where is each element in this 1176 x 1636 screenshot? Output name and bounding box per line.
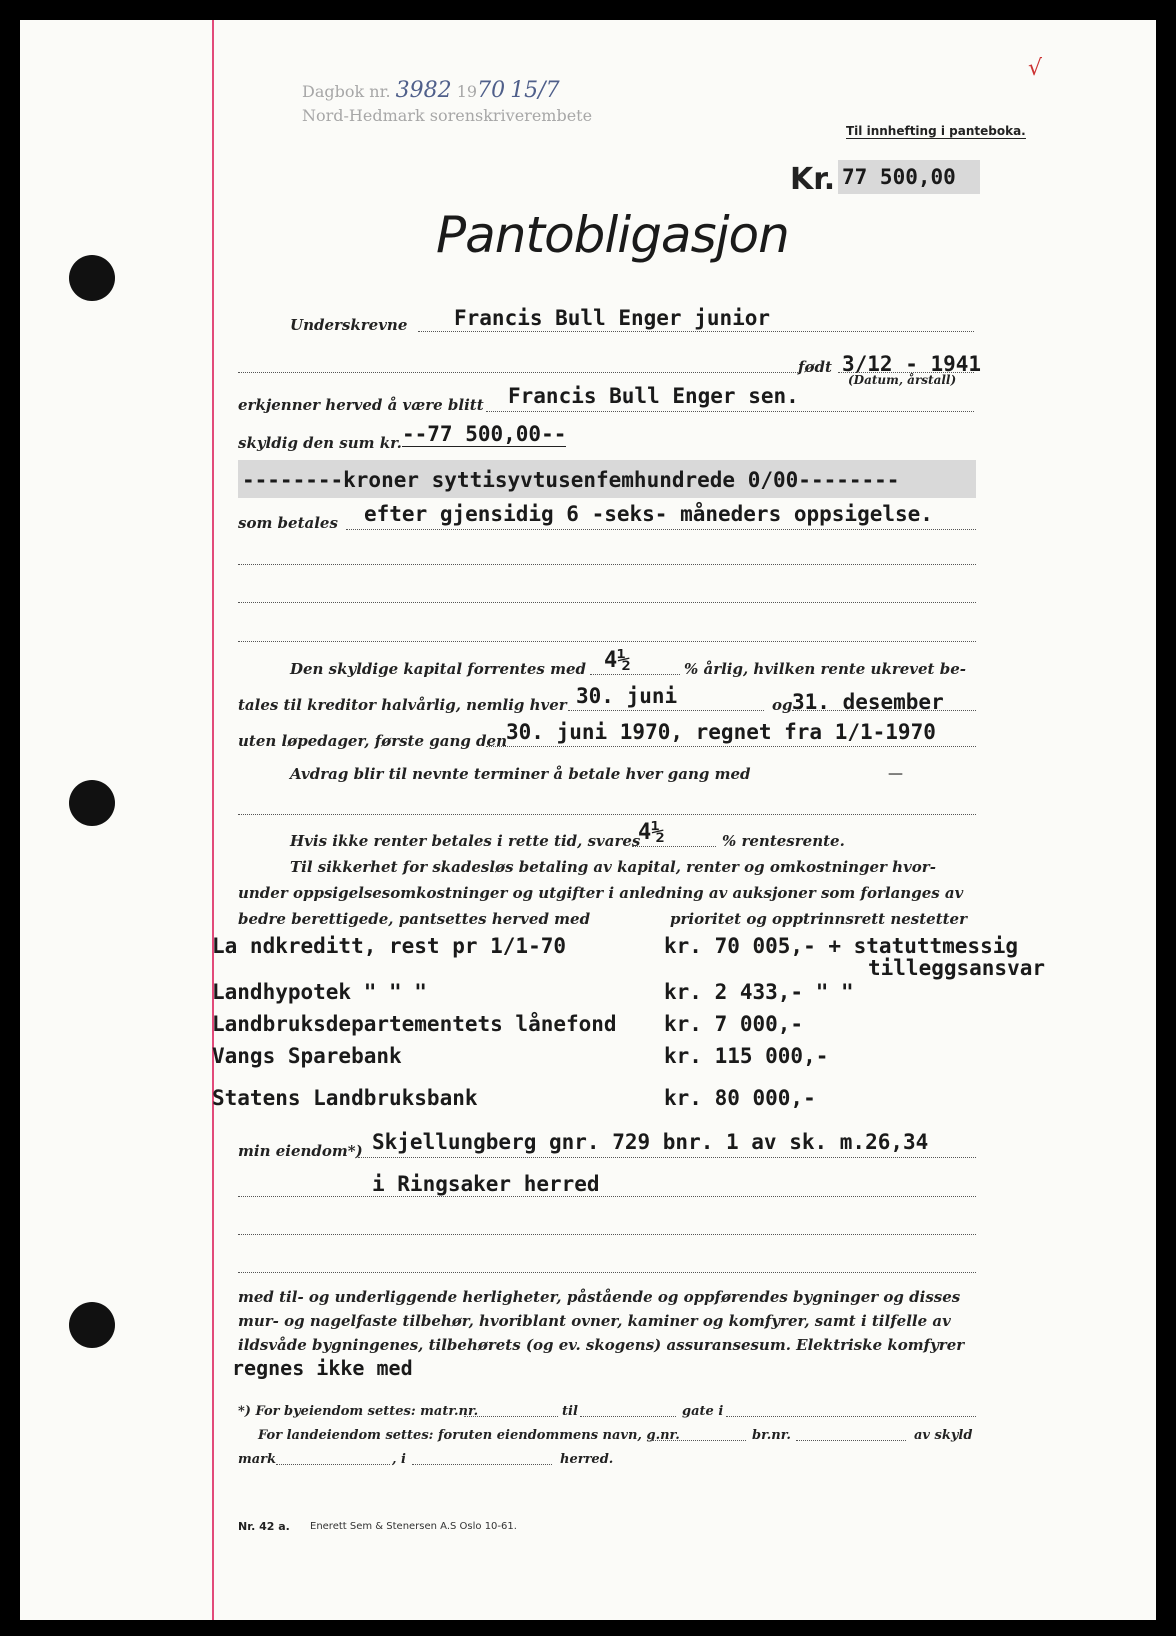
check-mark: √ [1028, 56, 1043, 81]
priority-row-name: Landbruksdepartementets lånefond [212, 1012, 617, 1036]
priority-row-amount: kr. 7 000,- [664, 1012, 804, 1036]
property-line-1: Skjellungberg gnr. 729 bnr. 1 av sk. m.26,34 [372, 1130, 929, 1154]
punch-hole [69, 1302, 115, 1348]
clause-line-3: ildsvåde bygningenes, tilbehørets (og ev. skogens) assuransesum. Elektriske komfyrer [238, 1336, 965, 1354]
interest-date2: 31. desember [792, 690, 944, 714]
birth-hint: (Datum, årstall) [848, 373, 957, 387]
priority-row-amount: kr. 2 433,- " " [664, 980, 854, 1004]
printer-imprint: Enerett Sem & Stenersen A.S Oslo 10-61. [310, 1521, 517, 1532]
interest-dash: — [888, 764, 903, 782]
priority-row-name: Landhypotek " " " [212, 980, 427, 1004]
margin-line [212, 20, 214, 1620]
payment-value: efter gjensidig 6 -seks- måneders oppsigelse. [364, 502, 933, 526]
property-line-2: i Ringsaker herred [372, 1172, 600, 1196]
footnote-c3: herred. [560, 1452, 614, 1467]
punch-hole [69, 780, 115, 826]
priority-row-name: Vangs Sparebank [212, 1044, 402, 1068]
priority-row-amount: kr. 115 000,- [664, 1044, 829, 1068]
interest-text-1b: % årlig, hvilken rente ukrevet be- [684, 660, 966, 678]
stamp-line2: Nord-Hedmark sorenskriverembete [302, 106, 593, 125]
footnote-a3: gate i [682, 1404, 724, 1419]
punch-hole [69, 255, 115, 301]
page-title: Pantobligasjon [436, 206, 789, 264]
interest-text-2b: og [772, 696, 793, 714]
debtor-label: Underskrevne [290, 316, 408, 334]
creditor-name: Francis Bull Enger sen. [508, 384, 799, 408]
interest-rate: 4½ [604, 648, 631, 673]
form-number: Nr. 42 a. [238, 1520, 290, 1533]
late-text-b: % rentesrente. [722, 832, 845, 850]
late-text-a: Hvis ikke renter betales i rette tid, svares [290, 832, 641, 850]
priority-row-extra: tilleggsansvar [868, 956, 1046, 980]
security-line-2: under oppsigelsesomkostninger og utgifter i anledning av auksjoner som forlanges av [238, 884, 964, 902]
debt-sum-value: --77 500,00-- [402, 422, 567, 446]
amount-value: 77 500,00 [838, 160, 980, 194]
clause-line-4: regnes ikke med [232, 1356, 413, 1380]
interest-text-4: Avdrag blir til nevnte terminer å betale hver gang med [290, 765, 751, 783]
late-rate: 4½ [638, 820, 665, 845]
clause-line-1: med til- og underliggende herligheter, påstående og oppførendes bygninger og disses [238, 1288, 961, 1306]
stamp-line1: Dagbok nr. 3982 1970 15/7 [302, 78, 560, 103]
priority-row-amount: kr. 70 005,- + statuttmessig [664, 934, 1019, 958]
priority-row-name: Statens Landbruksbank [212, 1086, 478, 1110]
interest-text-1a: Den skyldige kapital forrentes med [290, 660, 586, 678]
header-note: Til innhefting i panteboka. [846, 124, 1026, 138]
creditor-label: erkjenner herved å være blitt [238, 396, 484, 414]
footnote-b2: br.nr. [752, 1428, 791, 1443]
security-line-1: Til sikkerhet for skadesløs betaling av kapital, renter og omkostninger hvor- [290, 858, 936, 876]
words-line: --------kroner syttisyvtusenfemhundrede 0/00-------- [242, 468, 900, 492]
debtor-name: Francis Bull Enger junior [454, 306, 771, 330]
footnote-a2: til [562, 1404, 578, 1419]
clause-line-2: mur- og nagelfaste tilbehør, hvoriblant ovner, kaminer og komfyrer, samt i tilfelle av [238, 1312, 951, 1330]
security-line-3a: bedre berettigede, pantsettes herved med [238, 910, 591, 928]
document-page [20, 20, 1156, 1620]
footnote-b1: For landeiendom settes: foruten eiendommens navn, g.nr. [258, 1428, 680, 1443]
footnote-c2: , i [392, 1452, 406, 1467]
priority-row-name: La ndkreditt, rest pr 1/1-70 [212, 934, 567, 958]
interest-text-2a: tales til kreditor halvårlig, nemlig hver [238, 696, 567, 714]
property-label: min eiendom*) [238, 1142, 363, 1160]
footnote-b3: av skyld [914, 1428, 973, 1443]
priority-row-amount: kr. 80 000,- [664, 1086, 816, 1110]
birth-value: 3/12 - 1941 [842, 352, 982, 376]
payment-label: som betales [238, 514, 338, 532]
footnote-c1: mark [238, 1452, 277, 1467]
interest-date1: 30. juni [576, 684, 678, 708]
security-line-3b: prioritet og opptrinnsrett nestetter [670, 910, 967, 928]
amount-prefix: Kr. [790, 162, 836, 197]
birth-label: født [798, 358, 832, 376]
interest-text-3a: uten løpedager, første gang den [238, 732, 507, 750]
footnote-a1: *) For byeiendom settes: matr.nr. [238, 1404, 479, 1419]
debt-sum-label: skyldig den sum kr. [238, 434, 402, 452]
interest-first-date: 30. juni 1970, regnet fra 1/1-1970 [506, 720, 936, 744]
